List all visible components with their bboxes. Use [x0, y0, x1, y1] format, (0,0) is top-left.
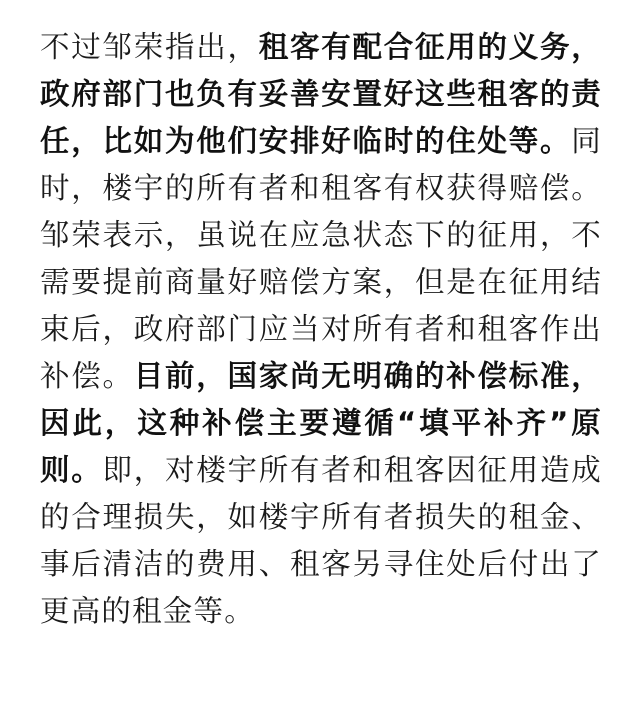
article-body: [40, 24, 602, 635]
bold-text-segment: 目前，国家尚无明确的补偿标准，因此，这种补偿主要遵循“填平补齐”原则。: [40, 359, 602, 487]
bold-text-segment: 租客有配合征用的义务，政府部门也负有妥善安置好这些租客的责任，比如为他们安排好临时的住处等。: [40, 30, 603, 158]
text-segment: 同时，楼宇的所有者和租客有权获得赔偿。邹荣表示，虽说在应急状态下的征用，不需要提前商量好赔偿方案，但是在征用结束后，政府部门应当对所有者和租客作出补偿。: [40, 124, 602, 393]
text-segment: 不过邹荣指出，: [40, 30, 259, 64]
article-paragraph: [40, 24, 602, 635]
text-segment: 即，对楼宇所有者和租客因征用造成的合理损失，如楼宇所有者损失的租金、事后清洁的费用、租客另寻住处后付出了更高的租金等。: [40, 453, 603, 628]
